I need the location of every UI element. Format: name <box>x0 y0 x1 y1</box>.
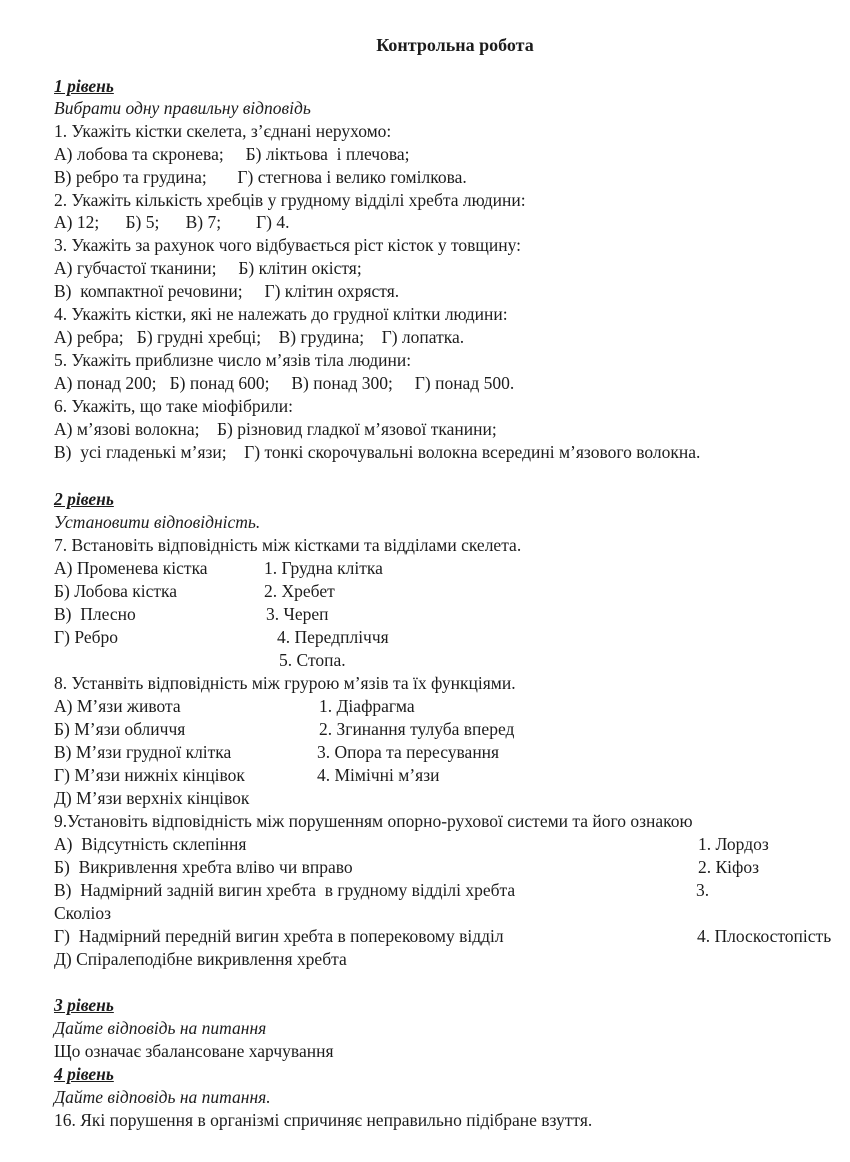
q9-right-item: 3. <box>696 880 710 900</box>
q7-left-item: В) Плесно <box>54 604 136 624</box>
q7-left-item: Б) Лобова кістка <box>54 581 178 601</box>
question-line: 4. Укажіть кістки, які не належать до грудної клітки людини: <box>54 304 508 324</box>
answer-line: А) губчастої тканини; Б) клітин окістя; <box>54 258 362 278</box>
q7-right-item: 5. Стопа. <box>279 650 346 670</box>
level-3-instruction: Дайте відповідь на питання <box>54 1018 267 1038</box>
q7-right-item: 2. Хребет <box>264 581 335 601</box>
level-3-heading: 3 рівень <box>54 995 114 1015</box>
question-line: 3. Укажіть за рахунок чого відбувається ріст кісток у товщину: <box>54 235 521 255</box>
q9-right-item: 2. Кіфоз <box>698 857 760 877</box>
question-8: 8. Устанвіть відповідність між грурою м’язів та їх функціями. <box>54 673 516 693</box>
level-4-instruction: Дайте відповідь на питання. <box>54 1087 271 1107</box>
q7-left-item: А) Променева кістка <box>54 558 208 578</box>
document-title: Контрольна робота <box>376 35 534 55</box>
answer-line: А) лобова та скронева; Б) ліктьова і плечова; <box>54 144 410 164</box>
question-line: 5. Укажіть приблизне число м’язів тіла людини: <box>54 350 412 370</box>
answer-line: А) понад 200; Б) понад 600; В) понад 300; Г) понад 500. <box>54 373 515 393</box>
q7-right-item: 3. Череп <box>266 604 329 624</box>
q9-right-item: 1. Лордоз <box>698 834 769 854</box>
q8-left-item: А) М’язи живота <box>54 696 181 716</box>
level-1-instruction: Вибрати одну правильну відповідь <box>54 98 311 118</box>
level-2-instruction: Установити відповідність. <box>54 512 261 532</box>
q8-left-item: Б) М’язи обличчя <box>54 719 186 739</box>
q8-right-item: 4. Мімічні м’язи <box>317 765 440 785</box>
q9-left-item: Г) Надмірний передній вигин хребта в поперековому відділ <box>54 926 504 946</box>
q9-left-item: А) Відсутність склепіння <box>54 834 247 854</box>
q7-right-item: 1. Грудна клітка <box>264 558 383 578</box>
q9-left-item: Д) Спіралеподібне викривлення хребта <box>54 949 347 969</box>
answer-line: В) усі гладенькі м’язи; Г) тонкі скорочувальні волокна всередині м’язового волокна. <box>54 442 701 462</box>
q9-left-item: В) Надмірний задній вигин хребта в грудному відділі хребта <box>54 880 516 900</box>
question-7: 7. Встановіть відповідність між кістками та відділами скелета. <box>54 535 522 555</box>
level-1-heading: 1 рівень <box>54 76 114 96</box>
answer-line: В) компактної речовини; Г) клітин охрястя. <box>54 281 400 301</box>
q9-right-item: 4. Плоскостопість <box>697 926 832 946</box>
q8-right-item: 3. Опора та пересування <box>317 742 500 762</box>
level-4-heading: 4 рівень <box>54 1064 114 1084</box>
q8-left-item: Г) М’язи нижніх кінцівок <box>54 765 245 785</box>
level-3-question: Що означає збалансоване харчування <box>54 1041 334 1061</box>
question-9: 9.Установіть відповідність між порушенням опорно-рухової системи та його ознакою <box>54 811 693 831</box>
question-line: 6. Укажіть, що таке міофібрили: <box>54 396 293 416</box>
level-2-heading: 2 рівень <box>54 489 114 509</box>
q8-right-item: 1. Діафрагма <box>319 696 415 716</box>
q9-left-item: Б) Викривлення хребта вліво чи вправо <box>54 857 353 877</box>
q9-left-item: Сколіоз <box>54 903 112 923</box>
q8-right-item: 2. Згинання тулуба вперед <box>319 719 515 739</box>
answer-line: А) м’язові волокна; Б) різновид гладкої м’язової тканини; <box>54 419 497 439</box>
q7-right-item: 4. Передпліччя <box>277 627 389 647</box>
answer-line: В) ребро та грудина; Г) стегнова і велико гомілкова. <box>54 167 467 187</box>
question-line: 2. Укажіть кількість хребців у грудному відділі хребта людини: <box>54 190 526 210</box>
q7-left-item: Г) Ребро <box>54 627 118 647</box>
q8-left-item: Д) М’язи верхніх кінцівок <box>54 788 250 808</box>
question-line: 1. Укажіть кістки скелета, з’єднані нерухомо: <box>54 121 392 141</box>
answer-line: А) 12; Б) 5; В) 7; Г) 4. <box>54 212 290 232</box>
answer-line: А) ребра; Б) грудні хребці; В) грудина; Г) лопатка. <box>54 327 465 347</box>
level-4-question: 16. Які порушення в організмі спричиняє неправильно підібране взуття. <box>54 1110 593 1130</box>
q8-left-item: В) М’язи грудної клітка <box>54 742 232 762</box>
